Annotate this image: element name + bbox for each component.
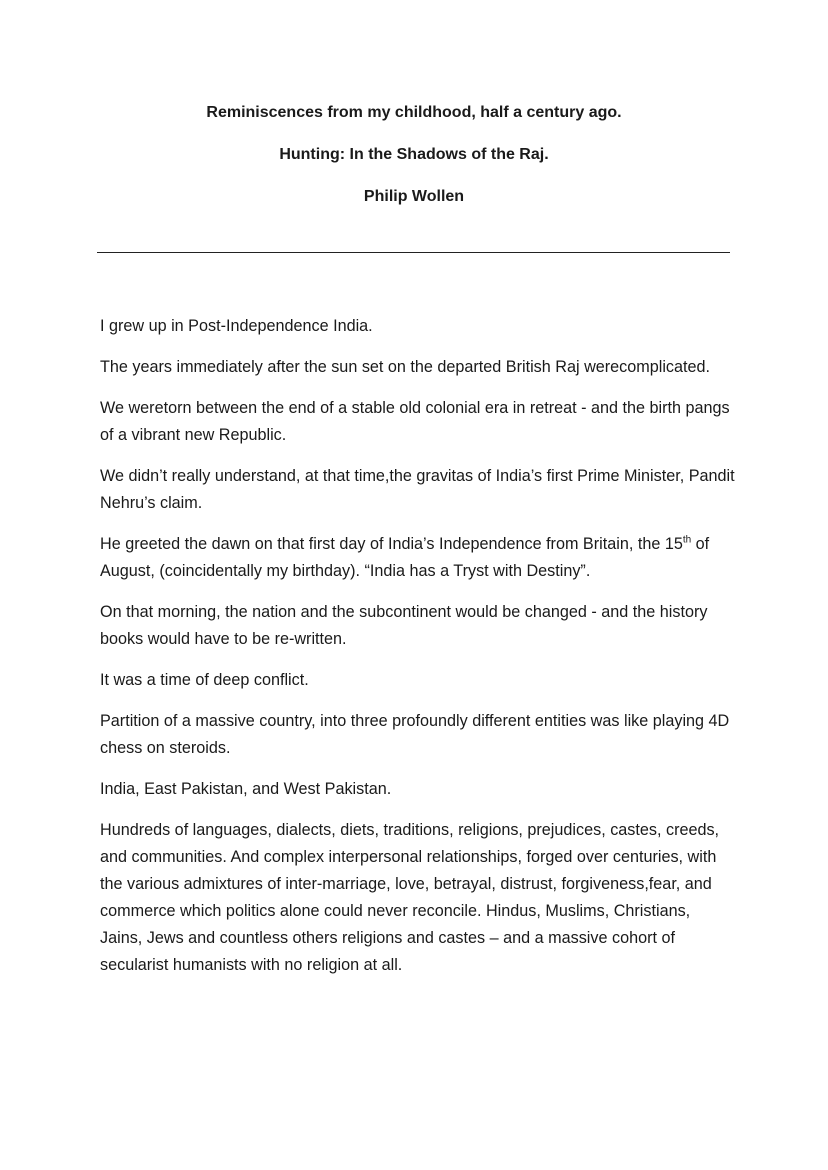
document-title: Reminiscences from my childhood, half a century ago. [206,104,622,121]
paragraph: We didn’t really understand, at that time,the gravitas of India’s first Prime Minister, Pandit Nehru’s claim. [100,467,735,512]
paragraph: India, East Pakistan, and West Pakistan. [100,780,392,798]
ordinal-suffix: th [682,534,692,546]
paragraph-text: of August, (coincidentally my birthday). “India has a Tryst with Destiny”. [100,535,710,580]
paragraph [100,531,735,585]
document-author: Philip Wollen [363,188,465,205]
document-subtitle: Hunting: In the Shadows of the Raj. [279,146,549,163]
paragraph: On that morning, the nation and the subcontinent would be changed - and the history books would have to be re-written. [100,603,708,648]
paragraph: The years immediately after the sun set on the departed British Raj werecomplicated. [100,358,711,376]
horizontal-divider [97,252,730,253]
paragraph: Partition of a massive country, into three profoundly different entities was like playing 4D chess on steroids. [100,712,730,757]
paragraph: Hundreds of languages, dialects, diets, traditions, religions, prejudices, castes, creeds, and communities. And complex interpersonal relationships, forged over centuries, with the various admixtures of inter-marriage, love, betrayal, distrust, forgiveness,fear, and commerce which politics alone could never reconcile. Hindus, Muslims, Christians, Jains, Jews and countless others religions and castes – and a massive cohort of secularist humanists with no religion at all. [100,821,720,974]
paragraph-text: He greeted the dawn on that first day of India’s Independence from Britain, the 15 [100,535,683,553]
document-body [100,313,735,993]
paragraph: I grew up in Post-Independence India. [100,317,373,335]
paragraph: It was a time of deep conflict. [100,671,309,689]
paragraph: We weretorn between the end of a stable old colonial era in retreat - and the birth pangs of a vibrant new Republic. [100,399,730,444]
